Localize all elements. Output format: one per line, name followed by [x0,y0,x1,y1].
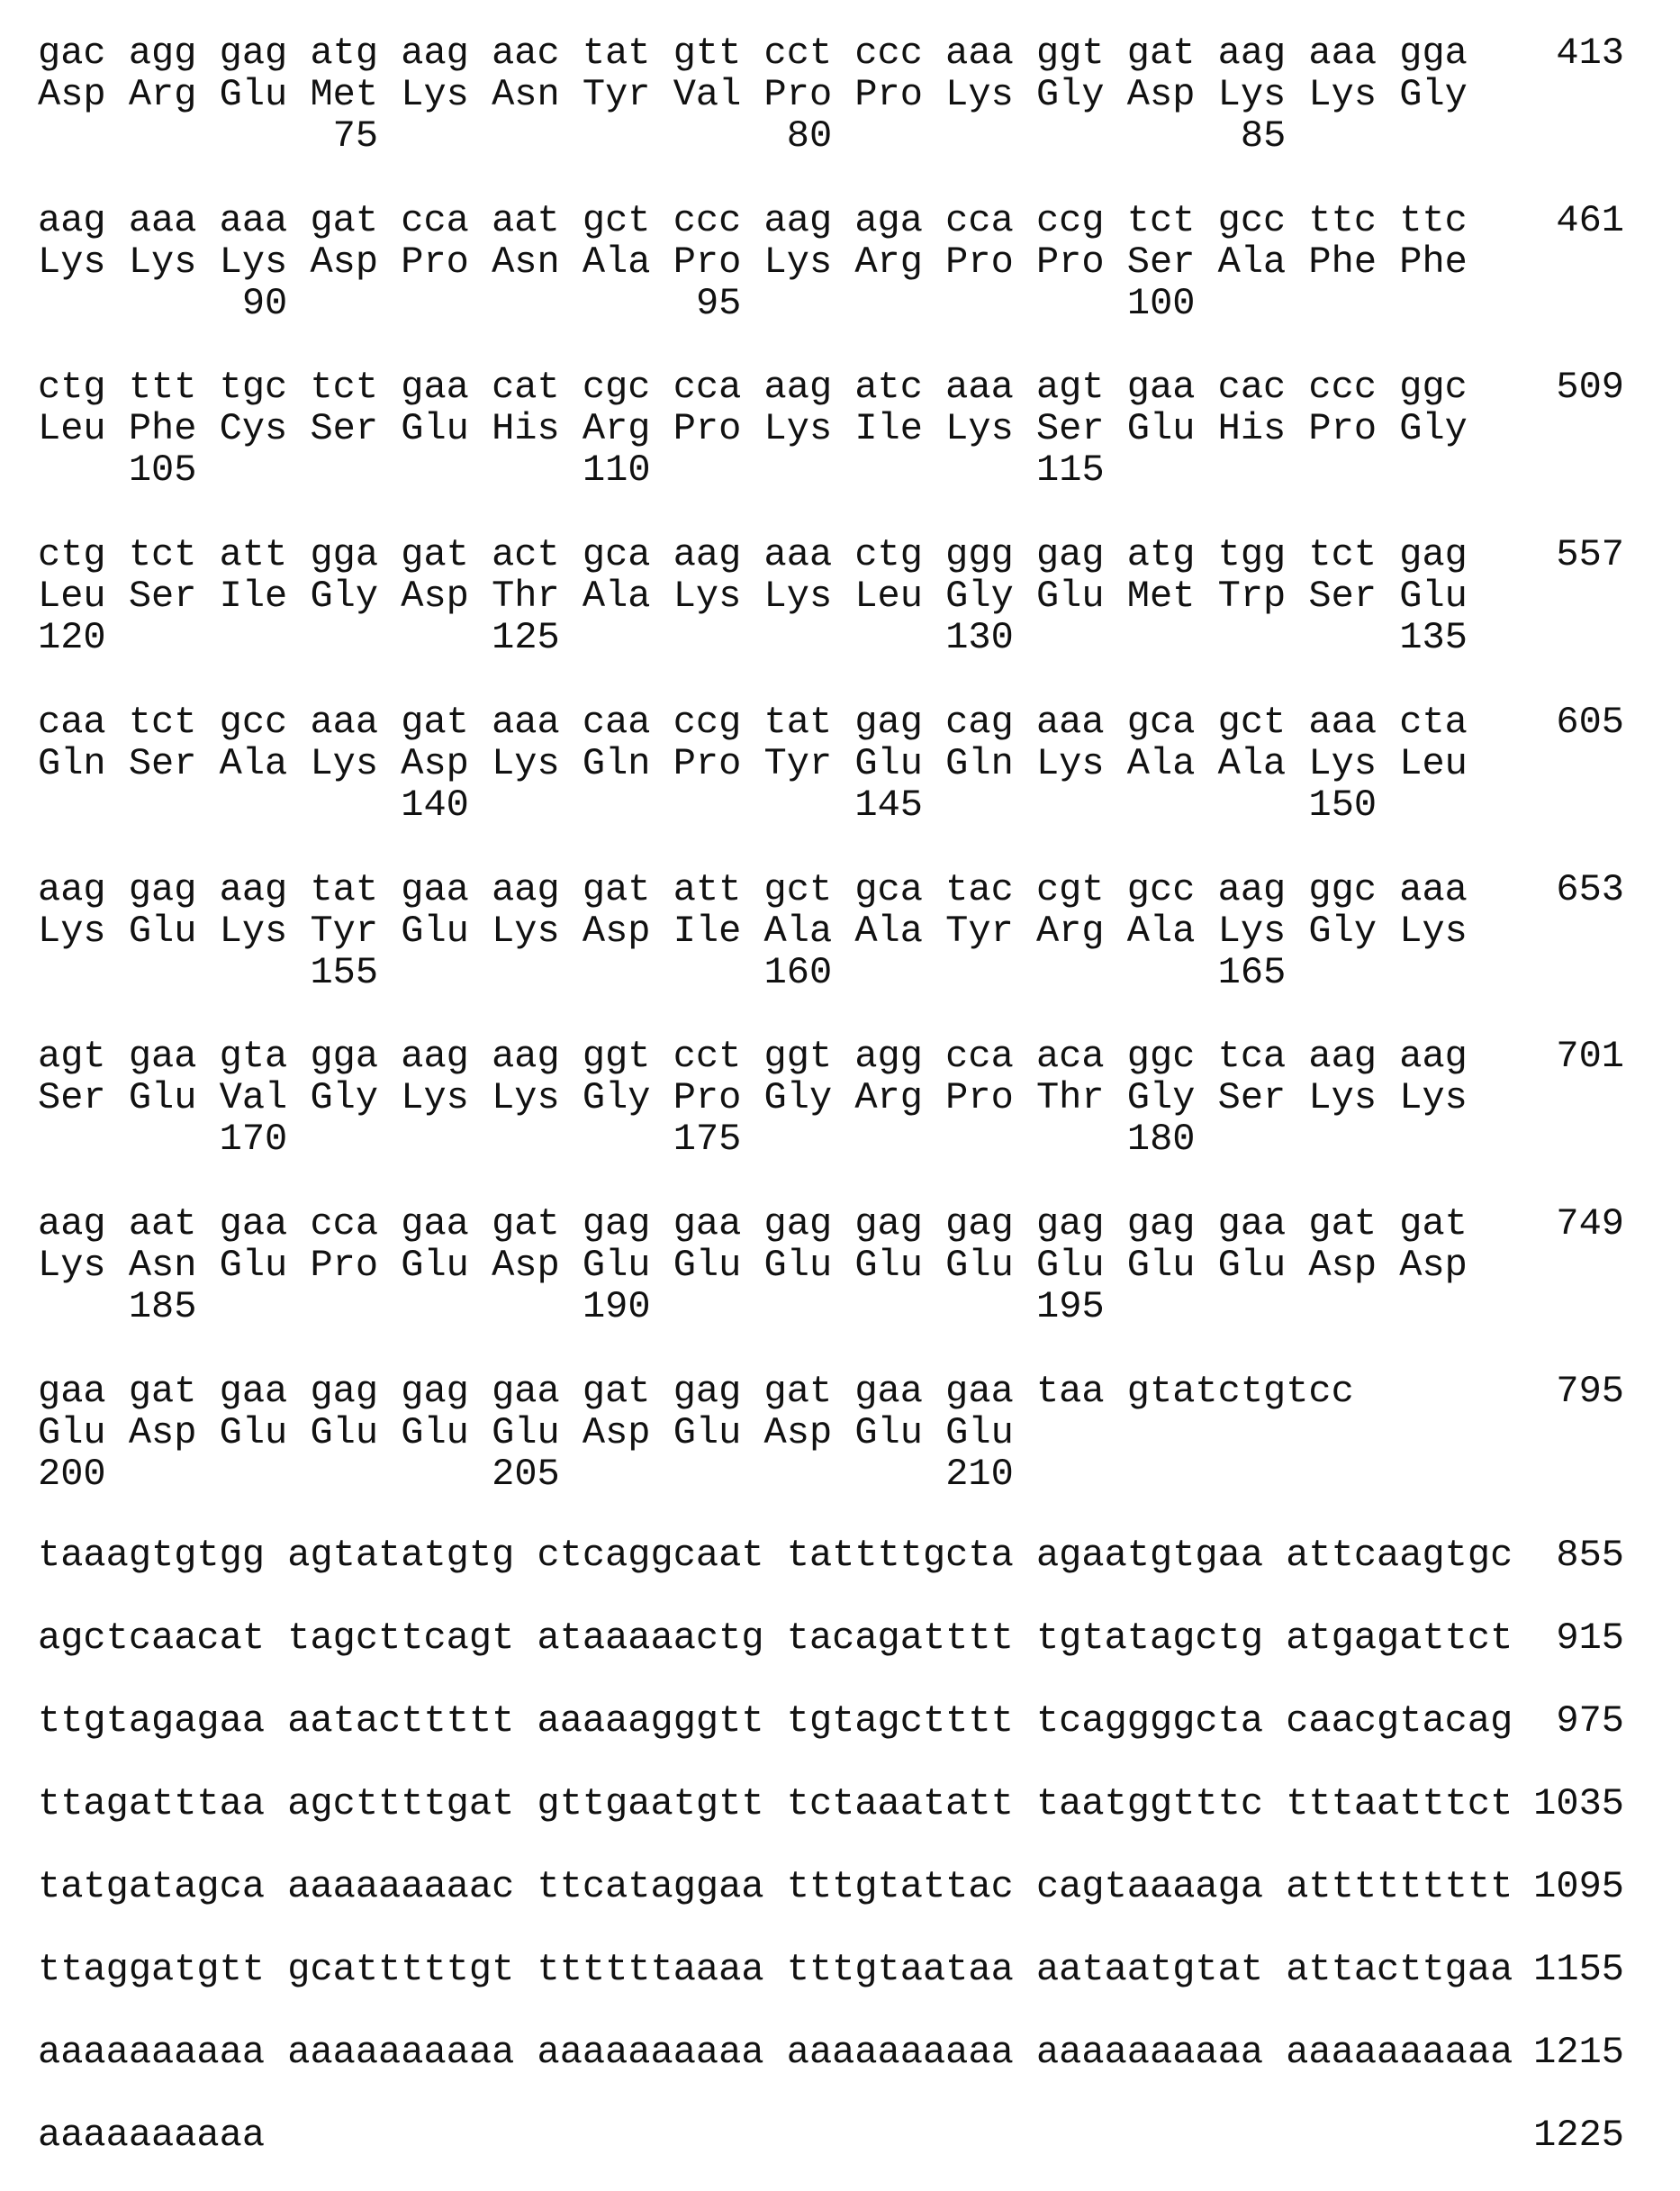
nucleotide-position: 855 [1556,1535,1624,1576]
nucleotide-position: 701 [1556,1036,1624,1077]
nucleotide-position: 509 [1556,367,1624,408]
nucleotide-line: agctcaacat tagcttcagt ataaaaactg tacagatttt tgtatagctg atgagattct [38,1617,1513,1659]
residue-number-line [38,784,1468,826]
residue-number: 185 [129,1285,197,1328]
coding-group [38,534,1468,658]
residue-number: 85 [1241,114,1286,158]
nucleotide-position: 975 [1556,1700,1624,1742]
nucleotide-line: aaaaaaaaaa aaaaaaaaaa aaaaaaaaaa aaaaaaaaaa aaaaaaaaaa aaaaaaaaaa [38,2032,1513,2073]
residue-number: 75 [333,114,378,158]
dna-line: aag aaa aaa gat cca aat gct ccc aag aga cca ccg tct gcc ttc ttc [38,200,1468,241]
dna-line: gaa gat gaa gag gag gaa gat gag gat gaa gaa taa gtatctgtcc [38,1371,1354,1412]
coding-group [38,1036,1468,1160]
nucleotide-position: 749 [1556,1203,1624,1245]
protein-line: Lys Asn Glu Pro Glu Asp Glu Glu Glu Glu Glu Glu Glu Glu Asp Asp [38,1245,1468,1286]
nucleotide-position: 1155 [1533,1949,1624,1990]
protein-line: Lys Lys Lys Asp Pro Asn Ala Pro Lys Arg Pro Pro Ser Ala Phe Phe [38,241,1468,283]
coding-group [38,702,1468,826]
residue-number: 90 [242,282,287,325]
residue-number: 100 [1127,282,1196,325]
residue-number: 165 [1218,951,1287,994]
nucleotide-position: 605 [1556,702,1624,743]
protein-line: Lys Glu Lys Tyr Glu Lys Asp Ile Ala Ala Tyr Arg Ala Lys Gly Lys [38,910,1468,952]
nucleotide-position: 653 [1556,869,1624,910]
residue-number: 125 [492,616,560,659]
residue-number: 135 [1399,616,1468,659]
nucleotide-line: tatgatagca aaaaaaaaac ttcataggaa tttgtattac cagtaaaaga attttttttt [38,1866,1513,1907]
residue-number-line [38,952,1468,993]
residue-number: 110 [583,448,651,492]
nucleotide-position: 915 [1556,1617,1624,1659]
dna-line: aag gag aag tat gaa aag gat att gct gca tac cgt gcc aag ggc aaa [38,869,1468,910]
protein-line: Gln Ser Ala Lys Asp Lys Gln Pro Tyr Glu Gln Lys Ala Ala Lys Leu [38,743,1468,784]
nucleotide-position: 1035 [1533,1783,1624,1824]
dna-line: caa tct gcc aaa gat aaa caa ccg tat gag cag aaa gca gct aaa cta [38,702,1468,743]
nucleotide-line: ttaggatgtt gcatttttgt ttttttaaaa tttgtaataa aataatgtat attacttgaa [38,1949,1513,1990]
residue-number: 115 [1036,448,1105,492]
residue-number: 105 [129,448,197,492]
nucleotide-line: ttgtagagaa aatacttttt aaaaagggtt tgtagctttt tcaggggcta caacgtacag [38,1700,1513,1742]
residue-number: 155 [310,951,378,994]
residue-number-line [38,1118,1468,1160]
residue-number: 180 [1127,1118,1196,1161]
coding-group [38,367,1468,491]
nucleotide-position: 1225 [1533,2114,1624,2156]
nucleotide-line: ttagatttaa agcttttgat gttgaatgtt tctaaatatt taatggtttc tttaatttct [38,1783,1513,1824]
residue-number-line [38,1453,1354,1495]
nucleotide-line: aaaaaaaaaa [38,2114,265,2156]
residue-number: 195 [1036,1285,1105,1328]
coding-group [38,200,1468,324]
dna-line: agt gaa gta gga aag aag ggt cct ggt agg cca aca ggc tca aag aag [38,1036,1468,1077]
residue-number: 170 [220,1118,288,1161]
residue-number: 95 [696,282,741,325]
residue-number: 205 [492,1453,560,1496]
dna-line: ctg ttt tgc tct gaa cat cgc cca aag atc aaa agt gaa cac ccc ggc [38,367,1468,408]
coding-group [38,32,1468,157]
residue-number: 160 [764,951,833,994]
nucleotide-position: 1215 [1533,2032,1624,2073]
protein-line: Ser Glu Val Gly Lys Lys Gly Pro Gly Arg Pro Thr Gly Ser Lys Lys [38,1077,1468,1118]
residue-number: 175 [673,1118,742,1161]
residue-number-line [38,1286,1468,1327]
residue-number: 190 [583,1285,651,1328]
dna-line: gac agg gag atg aag aac tat gtt cct ccc aaa ggt gat aag aaa gga [38,32,1468,74]
coding-group [38,1371,1354,1495]
residue-number-line [38,617,1468,658]
nucleotide-position: 557 [1556,534,1624,575]
coding-group [38,1203,1468,1327]
nucleotide-position: 795 [1556,1371,1624,1412]
protein-line: Asp Arg Glu Met Lys Asn Tyr Val Pro Pro Lys Gly Asp Lys Lys Gly [38,74,1468,115]
nucleotide-position: 413 [1556,32,1624,74]
dna-line: ctg tct att gga gat act gca aag aaa ctg ggg gag atg tgg tct gag [38,534,1468,575]
residue-number: 130 [945,616,1014,659]
protein-line: Glu Asp Glu Glu Glu Glu Asp Glu Asp Glu Glu [38,1412,1354,1453]
protein-line: Leu Ser Ile Gly Asp Thr Ala Lys Lys Leu Gly Glu Met Trp Ser Glu [38,575,1468,617]
nucleotide-line: taaagtgtgg agtatatgtg ctcaggcaat tattttgcta agaatgtgaa attcaagtgc [38,1535,1513,1576]
residue-number-line [38,115,1468,157]
nucleotide-position: 461 [1556,200,1624,241]
residue-number: 80 [787,114,832,158]
residue-number: 120 [38,616,106,659]
protein-line: Leu Phe Cys Ser Glu His Arg Pro Lys Ile Lys Ser Glu His Pro Gly [38,408,1468,449]
residue-number: 200 [38,1453,106,1496]
residue-number: 210 [945,1453,1014,1496]
coding-group [38,869,1468,993]
nucleotide-position: 1095 [1533,1866,1624,1907]
dna-line: aag aat gaa cca gaa gat gag gaa gag gag gag gag gag gaa gat gat [38,1203,1468,1245]
residue-number: 150 [1308,783,1377,827]
residue-number: 145 [854,783,923,827]
residue-number: 140 [401,783,469,827]
residue-number-line [38,449,1468,491]
residue-number-line [38,283,1468,324]
